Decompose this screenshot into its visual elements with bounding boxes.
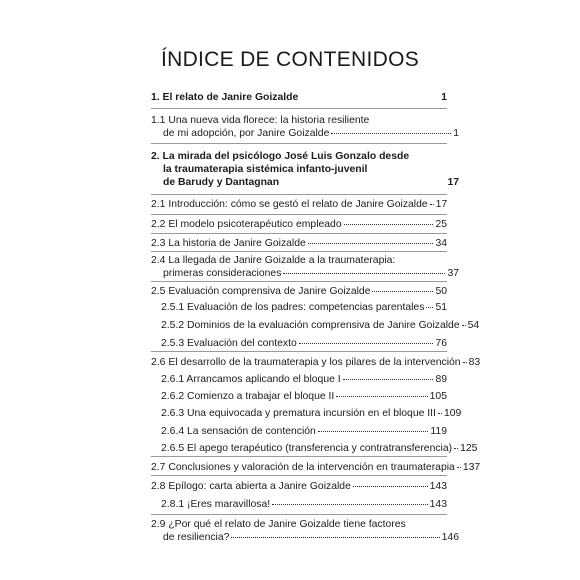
toc-page-number: 143 <box>429 499 447 510</box>
toc-page-number: 25 <box>435 219 447 230</box>
dot-leader <box>344 224 434 225</box>
toc-entry <box>151 285 447 298</box>
toc-entry <box>161 442 478 455</box>
toc-page-number: 17 <box>447 177 459 188</box>
separator-line <box>151 251 447 252</box>
toc-page-number: 109 <box>443 408 462 419</box>
separator-line <box>151 194 447 195</box>
toc-entry <box>151 91 447 104</box>
toc-entry-title: 1. El relato de Janire Goizalde <box>151 92 299 103</box>
toc-entry-title: 2.6.5 El apego terapéutico (transferencia y contratransferencia) <box>161 443 453 454</box>
toc-entry-title: 2.6.1 Arrancamos aplicando el bloque I <box>161 374 341 385</box>
toc-page-number: 143 <box>429 481 447 492</box>
dot-leader <box>462 325 466 326</box>
dot-leader <box>457 467 461 468</box>
dot-leader <box>426 307 433 308</box>
toc-page-number: 137 <box>462 462 481 473</box>
dot-leader <box>283 273 445 274</box>
dot-leader <box>231 537 439 538</box>
toc-entry-title: 2.6.4 La sensación de contención <box>161 426 316 437</box>
separator-line <box>151 108 447 109</box>
dot-leader <box>353 486 428 487</box>
dot-leader <box>318 431 429 432</box>
toc-page-number: 125 <box>460 443 478 454</box>
toc-page-number: 119 <box>430 426 447 437</box>
dot-leader <box>454 448 458 449</box>
toc-entry <box>151 461 481 474</box>
toc-entry-title-line: 1.1 Una nueva vida florece: la historia resiliente <box>151 115 370 126</box>
toc-entry-title: 2.2 El modelo psicoterapéutico empleado <box>151 219 342 230</box>
separator-line <box>151 233 447 234</box>
dot-leader <box>336 396 427 397</box>
dot-leader <box>343 379 434 380</box>
toc-entry-title-line: la traumaterapia sistémica infanto-juvenil <box>163 164 368 175</box>
toc-entry <box>151 237 447 250</box>
toc-page-number: 54 <box>467 320 480 331</box>
toc-page-number: 89 <box>435 374 447 385</box>
toc-entry-title-line: 2.9 ¿Por qué el relato de Janire Goizalde tiene factores <box>151 519 406 530</box>
toc-entry <box>151 356 481 369</box>
dot-leader <box>272 504 428 505</box>
toc-entry <box>151 254 459 280</box>
toc-entry <box>161 373 447 386</box>
separator-line <box>151 281 447 282</box>
dot-leader <box>331 133 451 134</box>
toc-entry-title: 2.1 Introducción: cómo se gestó el relato de Janire Goizalde <box>151 199 428 210</box>
toc-page-number: 146 <box>441 532 459 543</box>
toc-entry-title: 2.7 Conclusiones y valoración de la intervención en traumaterapia <box>151 462 455 473</box>
toc-entry-title-line: 2. La mirada del psicólogo José Luis Gonzalo desde <box>151 151 410 162</box>
toc-entry-title: 2.5.3 Evaluación del contexto <box>161 338 297 349</box>
toc-entry <box>161 319 480 332</box>
toc-entry-title: de resiliencia? <box>163 532 230 543</box>
toc-entry-title: 2.8.1 ¡Eres maravillosa! <box>161 499 271 510</box>
toc-entry <box>151 114 459 140</box>
toc-entry-title: 2.5.2 Dominios de la evaluación comprensiva de Janire Goizalde <box>161 320 460 331</box>
toc-entry-title: 2.5.1 Evaluación de los padres: competencias parentales <box>161 302 425 313</box>
toc-entry <box>151 480 447 493</box>
toc-page-number: 83 <box>468 357 481 368</box>
toc-entry <box>151 198 447 211</box>
separator-line <box>151 143 447 144</box>
toc-page-number: 105 <box>429 391 447 402</box>
separator-line <box>151 475 447 476</box>
toc-page-number: 34 <box>435 238 447 249</box>
dot-leader <box>372 291 433 292</box>
toc-entry <box>161 498 447 511</box>
page-title: ÍNDICE DE CONTENIDOS <box>160 48 420 71</box>
toc-entry-title: de Barudy y Dantagnan <box>163 177 280 188</box>
dot-leader <box>430 204 434 205</box>
toc-entry-title: primeras consideraciones <box>163 268 282 279</box>
toc-entry-title: 2.6 El desarrollo de la traumaterapia y los pilares de la intervención <box>151 357 461 368</box>
toc-entry <box>161 337 447 350</box>
separator-line <box>151 351 447 352</box>
toc-entry-title: de mi adopción, por Janire Goizalde <box>163 128 330 139</box>
toc-entry <box>161 301 447 314</box>
toc-entry-title: 2.3 La historia de Janire Goizalde <box>151 238 306 249</box>
toc-entry <box>151 218 447 231</box>
toc-entry-title: 2.5 Evaluación comprensiva de Janire Goizalde <box>151 286 371 297</box>
toc-entry-title: 2.6.3 Una equivocada y prematura incursión en el bloque III <box>161 408 436 419</box>
toc-entry <box>161 425 447 438</box>
separator-line <box>151 456 447 457</box>
toc-page-number: 1 <box>441 92 447 103</box>
toc-entry <box>151 518 459 544</box>
toc-page-number: 1 <box>453 128 459 139</box>
toc-entry-title: 2.6.2 Comienzo a trabajar el bloque II <box>161 391 335 402</box>
toc-page-number: 51 <box>435 302 447 313</box>
separator-line <box>151 214 447 215</box>
toc-entry-title-line: 2.4 La llegada de Janire Goizalde a la traumaterapia: <box>151 255 396 266</box>
toc-page-number: 37 <box>447 268 459 279</box>
toc-page-number: 76 <box>435 338 447 349</box>
toc-page-number: 17 <box>435 199 448 210</box>
toc-entry <box>151 150 459 189</box>
dot-leader <box>438 413 442 414</box>
toc-entry-title: 2.8 Epílogo: carta abierta a Janire Goizalde <box>151 481 351 492</box>
dot-leader <box>463 362 467 363</box>
toc-page-number: 50 <box>435 286 447 297</box>
toc-entry <box>161 390 447 403</box>
toc-entry <box>161 407 462 420</box>
dot-leader <box>308 243 434 244</box>
dot-leader <box>299 343 434 344</box>
separator-line <box>151 514 447 515</box>
